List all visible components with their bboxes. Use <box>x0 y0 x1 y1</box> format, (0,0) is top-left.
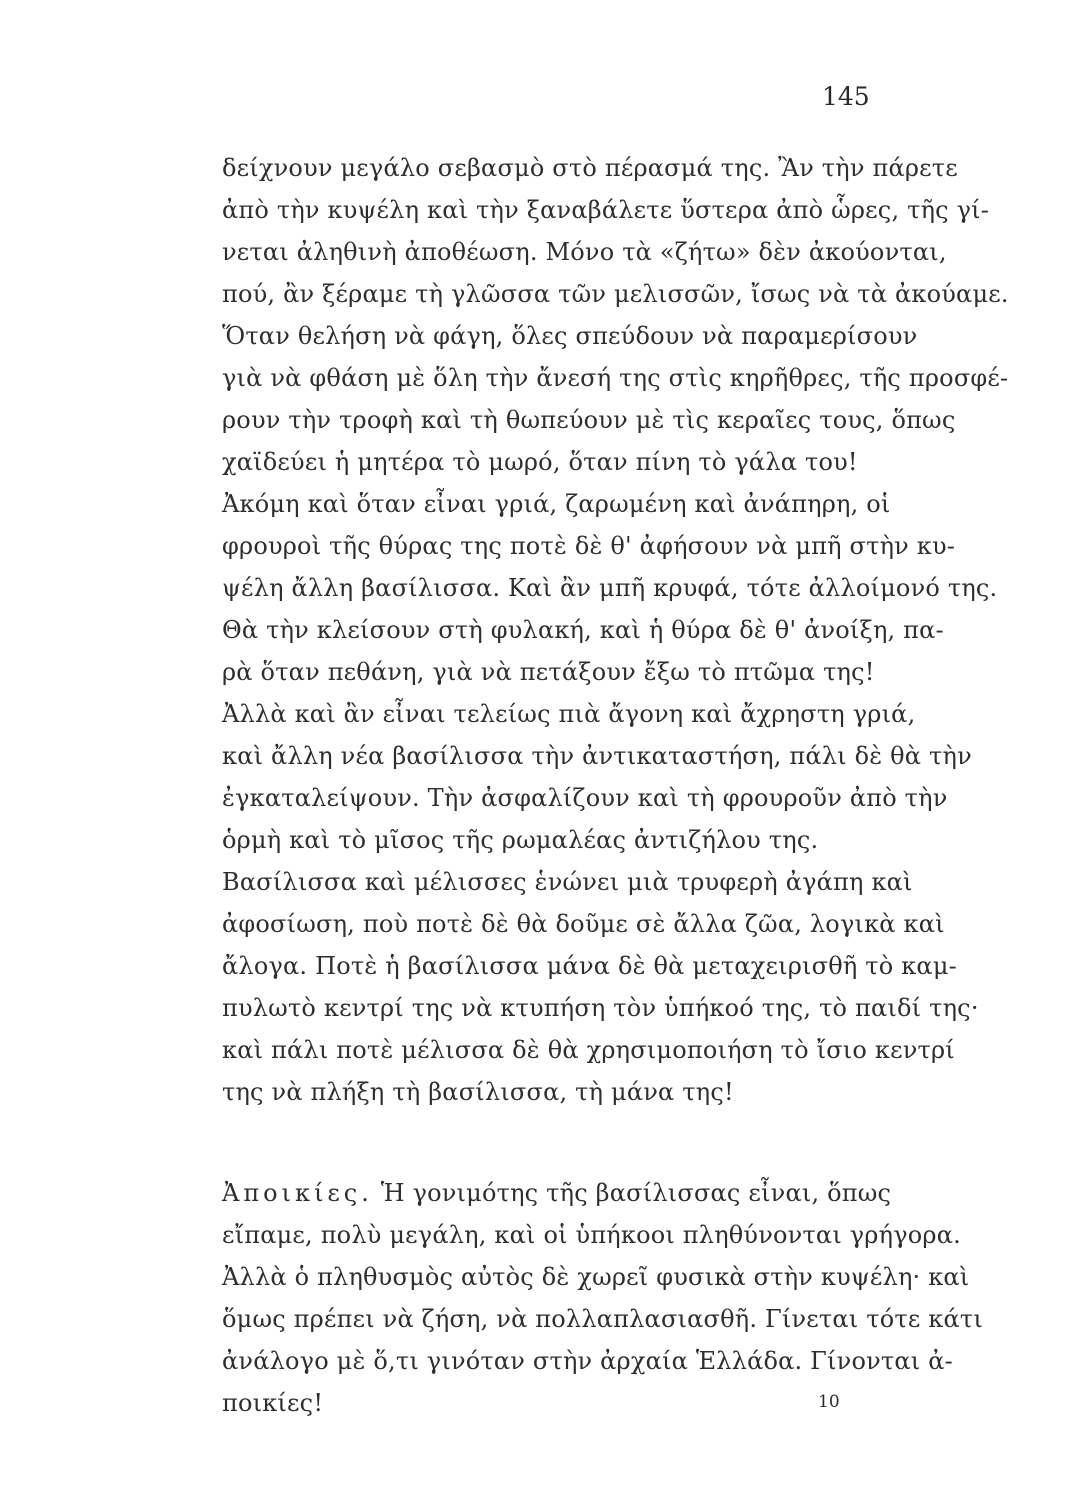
text-line: πυλωτὸ κεντρί της νὰ κτυπήση τὸν ὑπήκοό της, τὸ παιδί της· <box>222 994 979 1022</box>
section-line: ποικίες! <box>222 1389 324 1417</box>
text-line: ὁρμὴ καὶ τὸ μῖσος τῆς ρωμαλέας ἀντιζήλου της. <box>222 826 819 854</box>
text-line: ρουν τὴν τροφὴ καὶ τὴ θωπεύουν μὲ τὶς κεραῖες τους, ὅπως <box>222 406 956 434</box>
section-line: Ἡ γονιμότης τῆς βασίλισσας εἶναι, ὅπως <box>380 1179 892 1207</box>
text-line: καὶ πάλι ποτὲ μέλισσα δὲ θὰ χρησιμοποιήση τὸ ἴσιο κεντρί <box>222 1036 955 1064</box>
text-line: δείχνουν μεγάλο σεβασμὸ στὸ πέρασμά της. Ἂν τὴν πάρετε <box>222 154 958 182</box>
text-line: Ἀκόμη καὶ ὅταν εἶναι γριά, ζαρωμένη καὶ ἀνάπηρη, οἱ <box>222 490 891 518</box>
text-line: ἄλογα. Ποτὲ ἡ βασίλισσα μάνα δὲ θὰ μεταχειρισθῆ τὸ καμ- <box>222 952 957 980</box>
text-line: της νὰ πλήξη τὴ βασίλισσα, τὴ μάνα της! <box>222 1078 734 1106</box>
text-line: νεται ἀληθινὴ ἀποθέωση. Μόνο τὰ «ζήτω» δὲν ἀκούονται, <box>222 238 947 266</box>
text-line: γιὰ νὰ φθάση μὲ ὅλη τὴν ἄνεσή της στὶς κηρῆθρες, τῆς προσφέ- <box>222 364 1009 392</box>
text-line: πού, ἂν ξέραμε τὴ γλῶσσα τῶν μελισσῶν, ἴσως νὰ τὰ ἀκούαμε. <box>222 280 1009 308</box>
text-line: Ἀλλὰ καὶ ἂν εἶναι τελείως πιὰ ἄγονη καὶ ἄχρηστη γριά, <box>222 700 916 728</box>
text-line: ἐγκαταλείψουν. Τὴν ἀσφαλίζουν καὶ τὴ φρουροῦν ἀπὸ τὴν <box>222 784 948 812</box>
text-line: ἀφοσίωση, ποὺ ποτὲ δὲ θὰ δοῦμε σὲ ἄλλα ζῶα, λογικὰ καὶ <box>222 910 945 938</box>
text-line: φρουροὶ τῆς θύρας της ποτὲ δὲ θ' ἀφήσουν νὰ μπῆ στὴν κυ- <box>222 532 956 560</box>
section-gap <box>222 1113 882 1172</box>
section-line: εἴπαμε, πολὺ μεγάλη, καὶ οἱ ὑπήκοοι πληθύνονται γρήγορα. <box>222 1221 961 1249</box>
text-line: Βασίλισσα καὶ μέλισσες ἑνώνει μιὰ τρυφερὴ ἀγάπη καὶ <box>222 868 913 896</box>
text-line: καὶ ἄλλη νέα βασίλισσα τὴν ἀντικαταστήση, πάλι δὲ θὰ τὴν <box>222 742 972 770</box>
text-line: ἀπὸ τὴν κυψέλη καὶ τὴν ξαναβάλετε ὕστερα ἀπὸ ὧρες, τῆς γί- <box>222 196 990 224</box>
section-line: ὅμως πρέπει νὰ ζήση, νὰ πολλαπλασιασθῆ. Γίνεται τότε κάτι <box>222 1305 983 1333</box>
text-line: Ὅταν θελήση νὰ φάγη, ὅλες σπεύδουν νὰ παραμερίσουν <box>222 322 918 350</box>
section-line: Ἀλλὰ ὁ πληθυσμὸς αὐτὸς δὲ χωρεῖ φυσικὰ στὴν κυψέλη· καὶ <box>222 1263 970 1291</box>
text-line: χαϊδεύει ἡ μητέρα τὸ μωρό, ὅταν πίνη τὸ γάλα του! <box>222 448 858 476</box>
text-line: ρὰ ὅταν πεθάνη, γιὰ νὰ πετάξουν ἔξω τὸ πτῶμα της! <box>222 658 875 686</box>
text-line: Θὰ τὴν κλείσουν στὴ φυλακή, καὶ ἡ θύρα δὲ θ' ἀνοίξη, πα- <box>222 616 944 644</box>
section-heading: Ἀποικίες. <box>222 1179 373 1207</box>
page-number: 145 <box>822 82 870 111</box>
text-line: ψέλη ἄλλη βασίλισσα. Καὶ ἂν μπῆ κρυφά, τότε ἀλλοίμονό της. <box>222 574 998 602</box>
section-line: ἀνάλογο μὲ ὅ,τι γινόταν στὴν ἀρχαία Ἑλλάδα. Γίνονται ἀ- <box>222 1347 953 1375</box>
section-first-line <box>222 1172 892 1214</box>
signature-mark: 10 <box>818 1392 840 1412</box>
body-text <box>222 147 1009 1424</box>
